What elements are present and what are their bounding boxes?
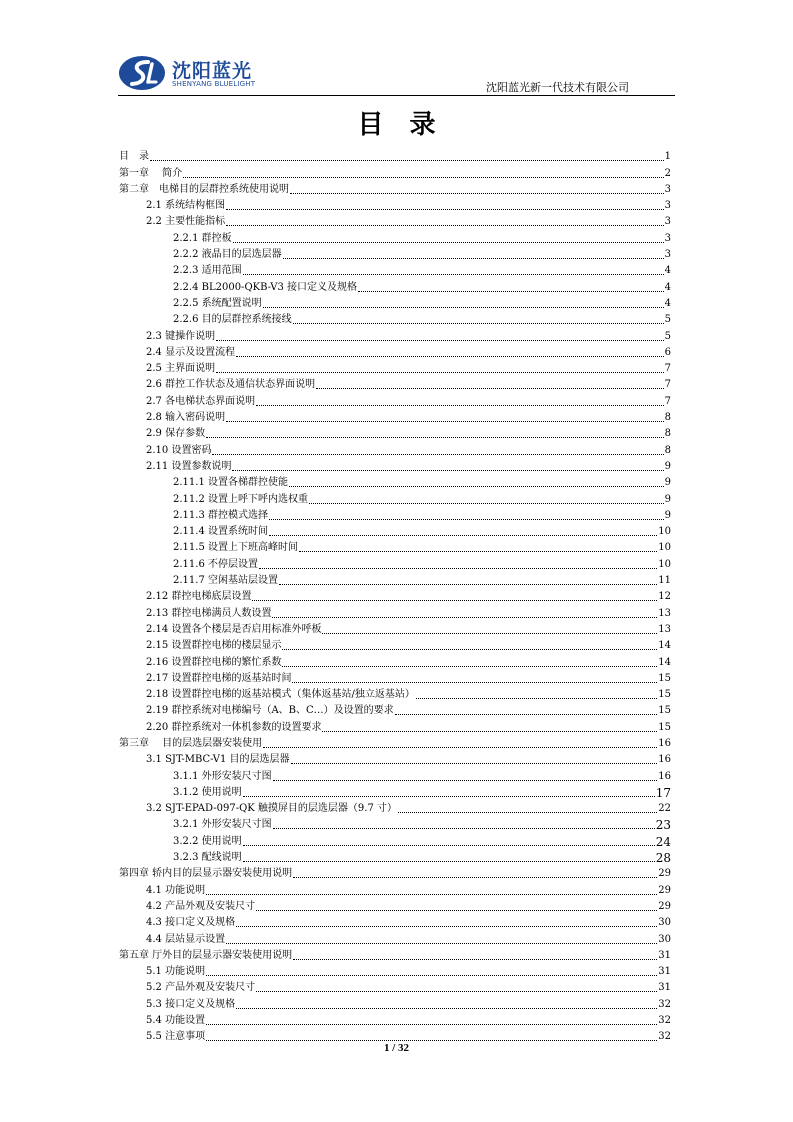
toc-dot-leader — [243, 860, 655, 862]
toc-dot-leader — [256, 990, 657, 992]
toc-entry[interactable] — [119, 408, 671, 424]
toc-dot-leader — [206, 893, 657, 895]
toc-dot-leader — [226, 420, 664, 422]
toc-entry-page: 14 — [658, 656, 671, 668]
logo-english-name: SHENYANG BLUELIGHT — [172, 80, 256, 88]
toc-entry-page: 8 — [664, 428, 671, 440]
toc-entry-page: 16 — [658, 737, 671, 749]
toc-entry[interactable] — [119, 848, 671, 864]
toc-dot-leader — [263, 306, 664, 308]
toc-dot-leader — [243, 844, 655, 846]
toc-dot-leader — [236, 355, 664, 357]
toc-entry-label: 3.2 SJT-EPAD-097-QK 触摸屏目的层选层器（9.7 寸） — [146, 803, 398, 815]
toc-entry-label: 2.11.7 空闲基站层设置 — [173, 575, 278, 587]
toc-entry-page: 12 — [658, 591, 671, 603]
toc-entry-label: 2.2.4 BL2000-QKB-V3 接口定义及规格 — [173, 281, 358, 293]
toc-dot-leader — [206, 1023, 657, 1025]
toc-entry[interactable] — [119, 343, 671, 359]
toc-entry-label: 2.14 设置各个楼层是否启用标准外呼板 — [146, 623, 322, 635]
toc-entry-page: 10 — [658, 526, 671, 538]
toc-entry-label: 2.11.4 设置系统时间 — [173, 526, 268, 538]
toc-entry[interactable] — [119, 294, 671, 310]
toc-entry-page: 3 — [664, 183, 671, 195]
toc-entry-label: 2.15 设置群控电梯的楼层显示 — [146, 640, 282, 652]
toc-entry-label: 2.1 系统结构框图 — [146, 200, 226, 212]
toc-entry-label: 2.9 保存参数 — [146, 428, 206, 440]
toc-entry-page: 31 — [658, 949, 671, 961]
toc-entry-label: 5.5 注意事项 — [146, 1031, 206, 1043]
toc-dot-leader — [216, 371, 664, 373]
toc-entry-label: 2.11.3 群控模式选择 — [173, 509, 268, 521]
toc-entry-label: 2.11 设置参数说明 — [146, 460, 232, 472]
toc-dot-leader — [236, 1007, 657, 1009]
toc-entry[interactable] — [119, 864, 671, 880]
toc-entry[interactable] — [119, 669, 671, 685]
toc-entry-page: 13 — [658, 623, 671, 635]
toc-entry-label: 3.1.2 使用说明 — [173, 786, 242, 798]
toc-dot-leader — [259, 567, 657, 569]
toc-entry[interactable] — [119, 261, 671, 277]
toc-entry-page: 4 — [664, 297, 671, 309]
toc-entry[interactable] — [119, 620, 671, 636]
toc-dot-leader — [322, 730, 657, 732]
toc-entry-page: 23 — [655, 818, 671, 833]
toc-entry[interactable] — [119, 147, 671, 163]
toc-entry-label: 第四章 轿内目的层显示器安装使用说明 — [119, 868, 293, 880]
page-title: 目录 — [357, 110, 462, 140]
toc-dot-leader — [269, 518, 664, 520]
toc-entry-label: 2.2.3 适用范围 — [173, 265, 242, 277]
toc-entry[interactable] — [119, 359, 671, 375]
toc-entry[interactable] — [119, 571, 671, 587]
toc-entry[interactable] — [119, 946, 671, 962]
toc-entry-label: 第五章 厅外目的层显示器安装使用说明 — [119, 949, 293, 961]
toc-entry[interactable] — [119, 913, 671, 929]
toc-entry[interactable] — [119, 994, 671, 1010]
toc-dot-leader — [206, 974, 657, 976]
toc-entry[interactable] — [119, 587, 671, 603]
toc-entry[interactable] — [119, 391, 671, 407]
toc-entry-page: 32 — [658, 1015, 671, 1027]
toc-entry-page: 32 — [658, 1031, 671, 1043]
logo-chinese-name: 沈阳蓝光 — [172, 60, 253, 82]
toc-dot-leader — [292, 681, 657, 683]
toc-entry[interactable] — [119, 799, 671, 815]
header-divider — [118, 95, 675, 96]
toc-entry-label: 2.3 键操作说明 — [146, 330, 216, 342]
toc-entry[interactable] — [119, 701, 671, 717]
toc-entry-page: 8 — [664, 444, 671, 456]
toc-entry[interactable] — [119, 962, 671, 978]
toc-dot-leader — [293, 876, 657, 878]
toc-entry-label: 2.16 设置群控电梯的繁忙系数 — [146, 656, 282, 668]
toc-entry-label: 5.1 功能说明 — [146, 966, 206, 978]
toc-entry-label: 2.5 主界面说明 — [146, 363, 216, 375]
toc-dot-leader — [289, 485, 664, 487]
toc-dot-leader — [252, 599, 657, 601]
toc-dot-leader — [293, 958, 657, 960]
toc-dot-leader — [293, 322, 664, 324]
toc-dot-leader — [226, 208, 664, 210]
toc-entry[interactable] — [119, 375, 671, 391]
toc-entry-label: 2.6 群控工作状态及通信状态界面说明 — [146, 379, 316, 391]
toc-entry-label: 2.2.5 系统配置说明 — [173, 297, 262, 309]
toc-entry-page: 7 — [664, 379, 671, 391]
toc-entry-label: 4.4 层站显示设置 — [146, 933, 226, 945]
toc-entry[interactable] — [119, 538, 671, 554]
toc-entry-page: 29 — [658, 900, 671, 912]
toc-entry[interactable] — [119, 489, 671, 505]
toc-entry[interactable] — [119, 424, 671, 440]
toc-entry-label: 2.2.6 目的层群控系统接线 — [173, 314, 292, 326]
toc-entry-page: 5 — [664, 330, 671, 342]
toc-entry-page: 15 — [658, 689, 671, 701]
toc-entry[interactable] — [119, 880, 671, 896]
toc-entry-label: 5.2 产品外观及安装尺寸 — [146, 982, 256, 994]
toc-entry-label: 第一章 简介 — [119, 167, 183, 179]
toc-entry-page: 31 — [658, 966, 671, 978]
toc-dot-leader — [309, 502, 664, 504]
toc-dot-leader — [282, 665, 657, 667]
toc-entry-label: 2.18 设置群控电梯的返基站模式（集体返基站/独立返基站） — [146, 689, 415, 701]
toc-entry-label: 2.13 群控电梯满员人数设置 — [146, 607, 272, 619]
toc-dot-leader — [282, 648, 657, 650]
toc-entry-label: 2.2.1 群控板 — [173, 232, 232, 244]
toc-dot-leader — [226, 224, 664, 226]
toc-entry-page: 15 — [658, 721, 671, 733]
toc-entry-label: 2.11.6 不停层设置 — [173, 558, 258, 570]
toc-dot-leader — [256, 404, 664, 406]
toc-entry-page: 15 — [658, 705, 671, 717]
toc-entry[interactable] — [119, 228, 671, 244]
toc-entry-label: 5.3 接口定义及规格 — [146, 998, 236, 1010]
toc-entry-label: 2.8 输入密码说明 — [146, 412, 226, 424]
toc-dot-leader — [273, 779, 658, 781]
toc-dot-leader — [263, 746, 657, 748]
toc-dot-leader — [395, 713, 658, 715]
bluelight-logo-icon — [118, 54, 170, 92]
toc-entry-page: 4 — [664, 265, 671, 277]
toc-entry-page: 29 — [658, 884, 671, 896]
toc-entry-page: 3 — [664, 216, 671, 228]
table-of-contents — [119, 147, 671, 1043]
toc-entry-page: 7 — [664, 363, 671, 375]
toc-entry[interactable] — [119, 734, 671, 750]
toc-entry[interactable] — [119, 1011, 671, 1027]
toc-entry-page: 11 — [658, 575, 671, 587]
toc-entry[interactable] — [119, 326, 671, 342]
toc-dot-leader — [243, 795, 655, 797]
toc-entry-label: 2.19 群控系统对电梯编号（A、B、C…）及设置的要求 — [146, 705, 394, 717]
toc-entry-page: 13 — [658, 607, 671, 619]
toc-entry-label: 2.11.5 设置上下班高峰时间 — [173, 542, 298, 554]
toc-entry-page: 9 — [664, 460, 671, 472]
toc-dot-leader — [416, 697, 657, 699]
toc-dot-leader — [243, 273, 664, 275]
toc-dot-leader — [273, 827, 655, 829]
toc-dot-leader — [206, 436, 664, 438]
toc-entry[interactable] — [119, 180, 671, 196]
toc-entry-page: 30 — [658, 933, 671, 945]
toc-entry[interactable] — [119, 554, 671, 570]
toc-dot-leader — [316, 387, 664, 389]
toc-entry[interactable] — [119, 506, 671, 522]
toc-dot-leader — [299, 550, 657, 552]
toc-entry-page: 3 — [664, 249, 671, 261]
toc-entry-page: 6 — [664, 346, 671, 358]
toc-entry[interactable] — [119, 196, 671, 212]
toc-dot-leader — [398, 811, 657, 813]
toc-entry-page: 5 — [664, 314, 671, 326]
toc-entry[interactable] — [119, 277, 671, 293]
toc-dot-leader — [279, 583, 657, 585]
toc-entry-page: 1 — [664, 151, 671, 163]
toc-entry[interactable] — [119, 783, 671, 799]
toc-entry-label: 2.10 设置密码 — [146, 444, 212, 456]
toc-entry-page: 16 — [658, 770, 671, 782]
toc-dot-leader — [272, 616, 657, 618]
toc-entry-page: 8 — [664, 412, 671, 424]
toc-entry[interactable] — [119, 815, 671, 831]
toc-dot-leader — [269, 534, 657, 536]
toc-entry-label: 2.17 设置群控电梯的返基站时间 — [146, 672, 292, 684]
toc-entry[interactable] — [119, 685, 671, 701]
toc-entry-page: 22 — [658, 803, 671, 815]
toc-entry[interactable] — [119, 245, 671, 261]
toc-dot-leader — [183, 176, 663, 178]
toc-entry[interactable] — [119, 457, 671, 473]
toc-entry[interactable] — [119, 310, 671, 326]
toc-entry-label: 4.2 产品外观及安装尺寸 — [146, 900, 256, 912]
toc-dot-leader — [283, 257, 664, 259]
toc-dot-leader — [216, 339, 664, 341]
toc-entry-page: 9 — [664, 493, 671, 505]
toc-dot-leader — [322, 632, 657, 634]
toc-entry-label: 3.2.3 配线说明 — [173, 852, 242, 864]
toc-entry-page: 2 — [664, 167, 671, 179]
toc-dot-leader — [290, 192, 664, 194]
toc-entry[interactable] — [119, 636, 671, 652]
toc-entry-label: 第二章 电梯目的层群控系统使用说明 — [119, 183, 289, 195]
toc-entry-page: 4 — [664, 281, 671, 293]
toc-entry-label: 2.11.2 设置上呼下呼内选权重 — [173, 493, 308, 505]
toc-entry-page: 9 — [664, 509, 671, 521]
toc-entry[interactable] — [119, 750, 671, 766]
toc-entry-label: 第三章 目的层选层器安装使用 — [119, 737, 263, 749]
toc-entry-page: 30 — [658, 917, 671, 929]
toc-dot-leader — [291, 762, 658, 764]
toc-entry-label: 3.2.2 使用说明 — [173, 835, 242, 847]
toc-entry[interactable] — [119, 473, 671, 489]
toc-dot-leader — [236, 925, 657, 927]
toc-entry-label: 2.2.2 液晶目的层选层器 — [173, 249, 282, 261]
company-logo — [118, 54, 288, 94]
toc-entry-page: 9 — [664, 477, 671, 489]
toc-entry[interactable] — [119, 603, 671, 619]
toc-entry-label: 4.3 接口定义及规格 — [146, 917, 236, 929]
toc-entry-label: 3.2.1 外形安装尺寸图 — [173, 819, 272, 831]
toc-entry-label: 2.12 群控电梯底层设置 — [146, 591, 252, 603]
toc-dot-leader — [358, 290, 664, 292]
toc-entry-page: 24 — [655, 834, 671, 849]
toc-entry[interactable] — [119, 212, 671, 228]
toc-entry[interactable] — [119, 766, 671, 782]
toc-entry-label: 目 录 — [119, 151, 149, 163]
toc-entry[interactable] — [119, 929, 671, 945]
toc-entry-page: 32 — [658, 998, 671, 1010]
toc-entry-label: 4.1 功能说明 — [146, 884, 206, 896]
toc-entry-page: 28 — [655, 851, 671, 866]
toc-dot-leader — [233, 241, 664, 243]
toc-entry-label: 2.2 主要性能指标 — [146, 216, 226, 228]
toc-entry-page: 10 — [658, 542, 671, 554]
toc-dot-leader — [232, 469, 663, 471]
toc-entry-label: 2.20 群控系统对一体机参数的设置要求 — [146, 721, 322, 733]
toc-entry-page: 3 — [664, 200, 671, 212]
toc-entry-page: 3 — [664, 232, 671, 244]
toc-entry-label: 2.7 各电梯状态界面说明 — [146, 395, 256, 407]
toc-entry[interactable] — [119, 522, 671, 538]
toc-entry-label: 5.4 功能设置 — [146, 1015, 206, 1027]
company-name: 沈阳蓝光新一代技术有限公司 — [486, 81, 629, 94]
toc-entry-page: 14 — [658, 640, 671, 652]
toc-entry-page: 15 — [658, 672, 671, 684]
toc-entry[interactable] — [119, 440, 671, 456]
toc-dot-leader — [226, 942, 657, 944]
toc-entry-label: 3.1.1 外形安装尺寸图 — [173, 770, 272, 782]
toc-entry-label: 2.11.1 设置各梯群控使能 — [173, 477, 288, 489]
toc-entry[interactable] — [119, 897, 671, 913]
toc-entry[interactable] — [119, 831, 671, 847]
toc-entry[interactable] — [119, 978, 671, 994]
toc-entry-page: 17 — [655, 785, 671, 800]
toc-dot-leader — [150, 159, 664, 161]
toc-entry-page: 31 — [658, 982, 671, 994]
toc-entry[interactable] — [119, 1027, 671, 1043]
toc-entry-label: 3.1 SJT-MBC-V1 目的层选层器 — [146, 754, 290, 766]
toc-entry-page: 7 — [664, 395, 671, 407]
toc-dot-leader — [256, 909, 657, 911]
toc-entry-page: 29 — [658, 868, 671, 880]
toc-entry[interactable] — [119, 163, 671, 179]
toc-entry-page: 10 — [658, 558, 671, 570]
toc-entry[interactable] — [119, 652, 671, 668]
page-number: 1 / 32 — [383, 1042, 410, 1054]
toc-entry-page: 16 — [658, 754, 671, 766]
toc-dot-leader — [212, 453, 663, 455]
toc-entry[interactable] — [119, 717, 671, 733]
toc-entry-label: 2.4 显示及设置流程 — [146, 346, 236, 358]
